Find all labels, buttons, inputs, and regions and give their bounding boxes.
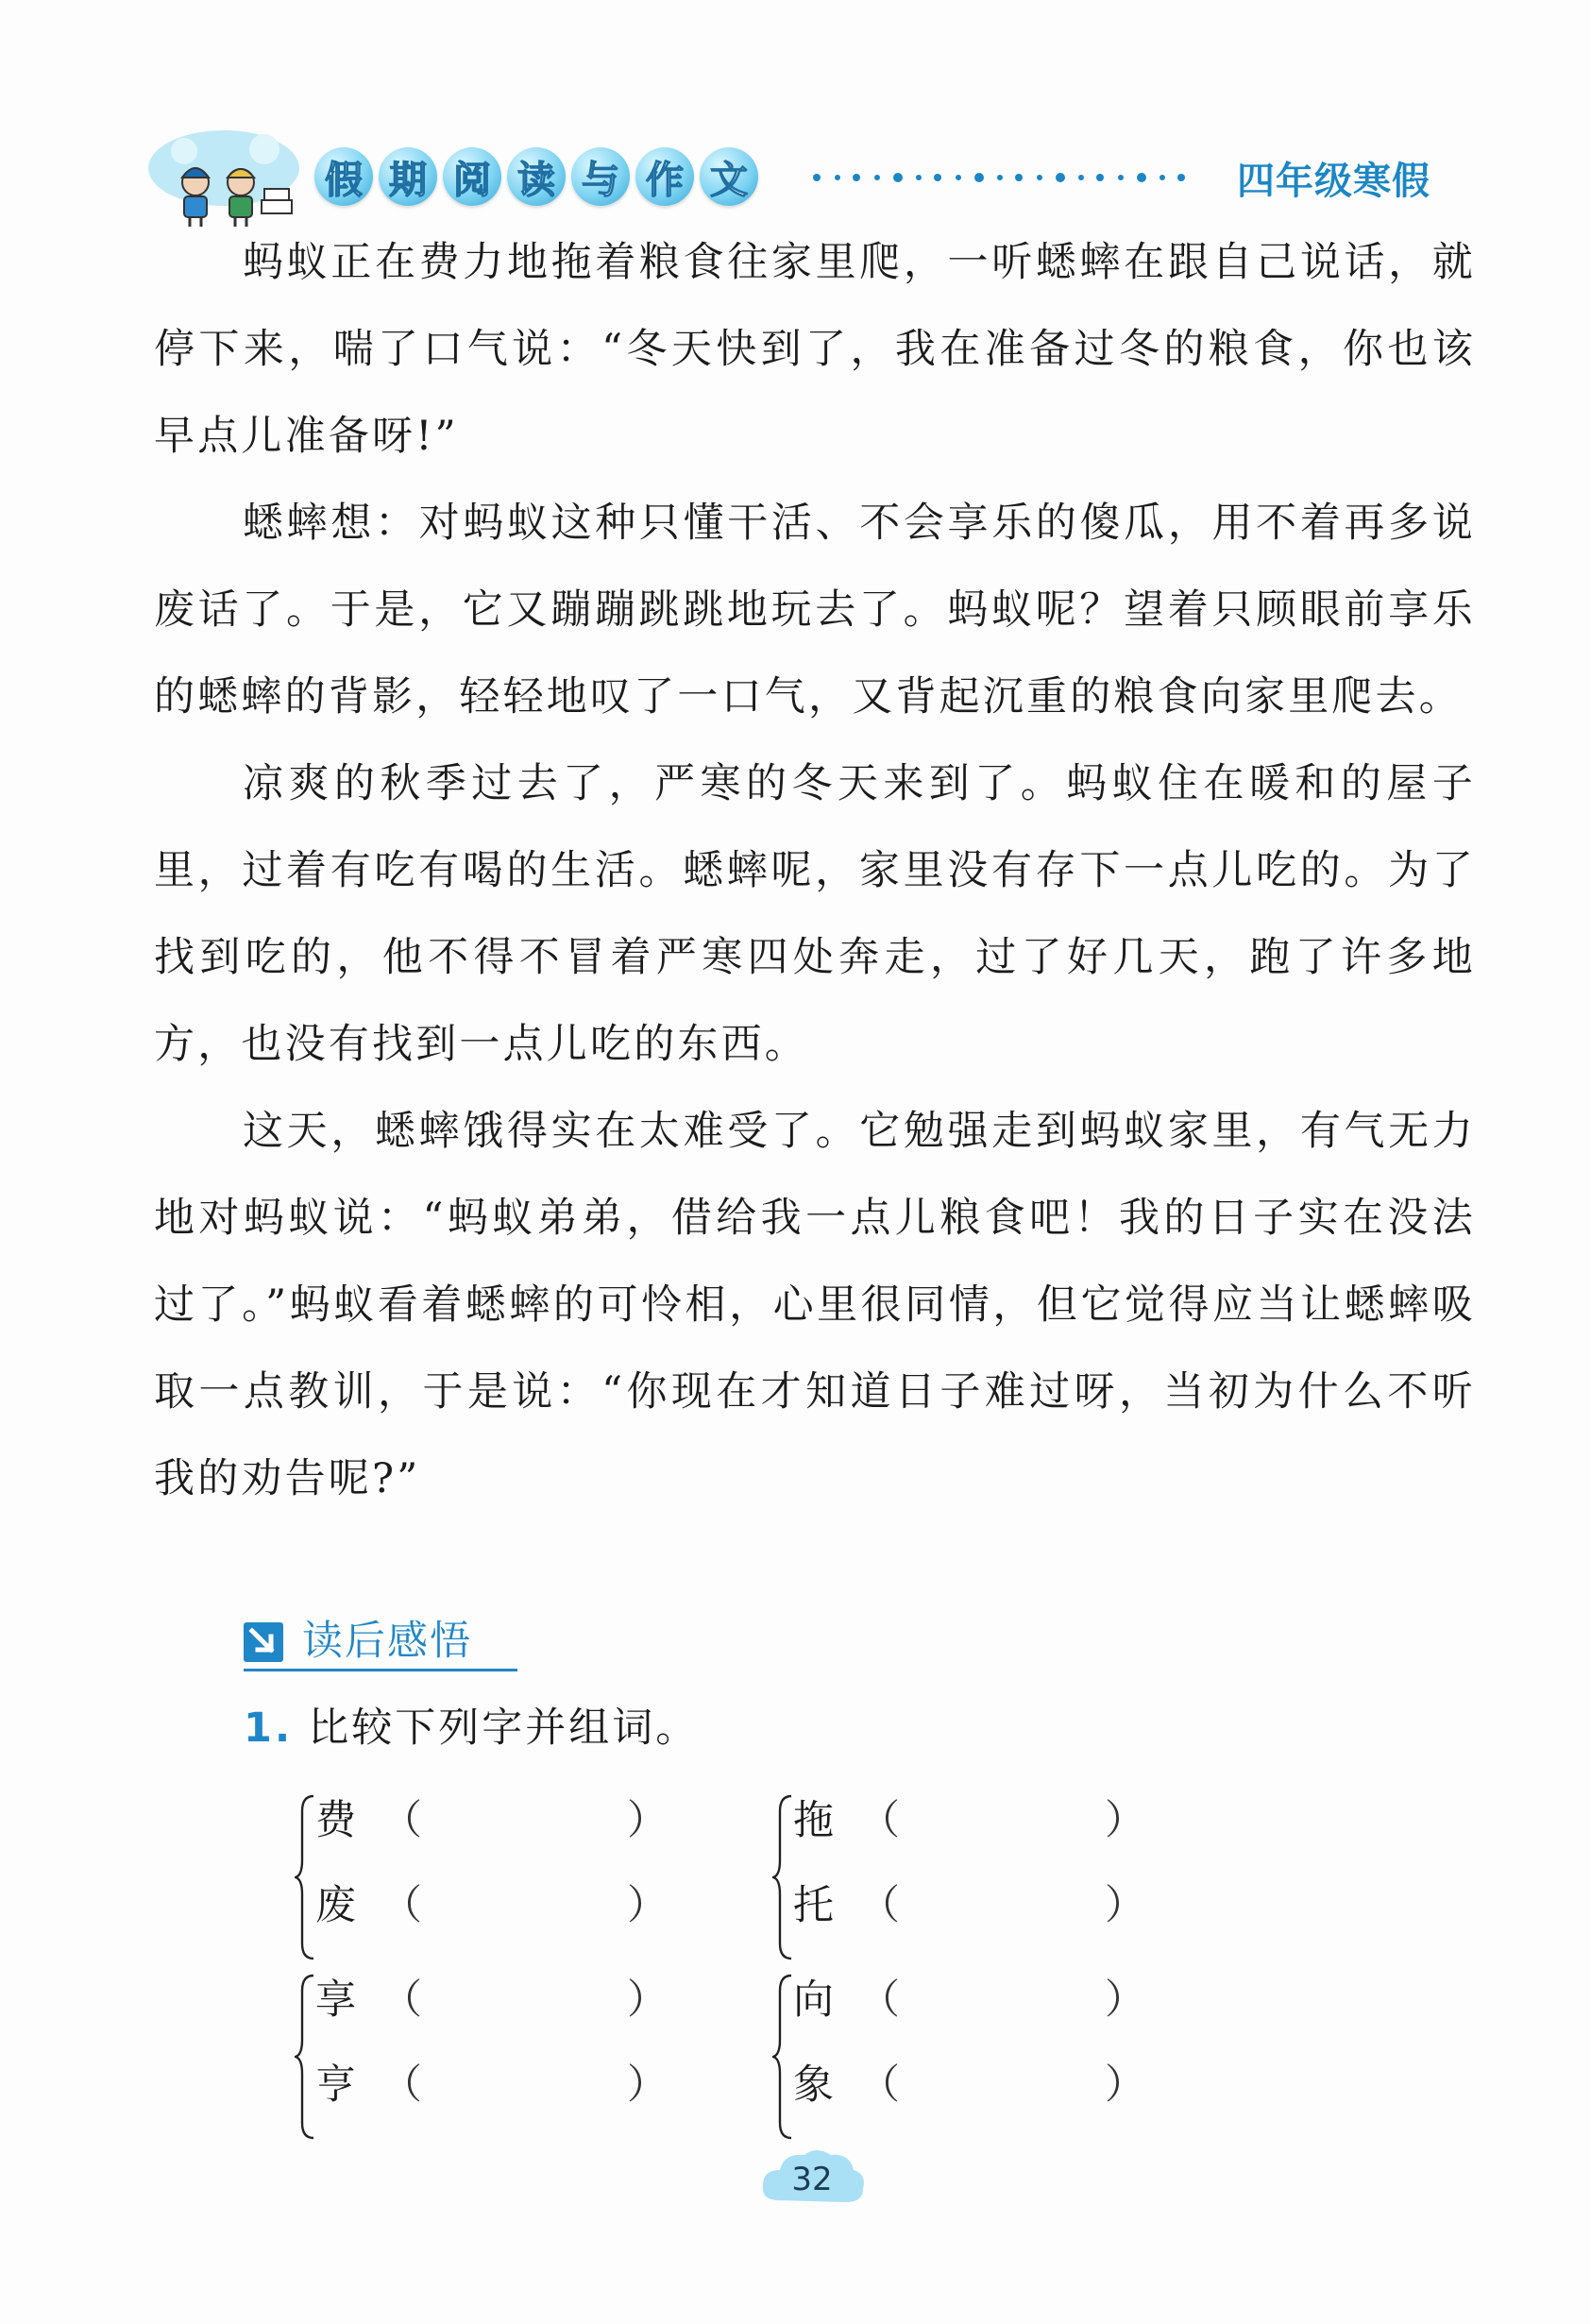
section-title: 读后感悟 xyxy=(302,1618,472,1665)
close-paren[interactable]: ） xyxy=(1105,1976,1145,2024)
open-paren: （ xyxy=(381,1882,422,1929)
compare-char: 象 xyxy=(793,2061,834,2109)
story-passage xyxy=(154,219,1476,1522)
page-number: 32 xyxy=(791,2161,833,2198)
close-paren[interactable]: ） xyxy=(627,1976,668,2024)
open-paren: （ xyxy=(859,1797,900,1844)
compare-char: 费 xyxy=(315,1797,356,1844)
open-paren: （ xyxy=(859,2061,900,2109)
word-pair-row xyxy=(793,1792,1171,1849)
compare-char: 废 xyxy=(315,1882,356,1929)
title-char: 假 xyxy=(314,147,373,206)
page-number-badge xyxy=(755,2142,869,2217)
title-char: 与 xyxy=(571,147,630,206)
title-char: 阅 xyxy=(443,147,501,206)
close-paren[interactable]: ） xyxy=(1105,2061,1145,2109)
word-pair-row xyxy=(315,2057,693,2113)
close-paren[interactable]: ） xyxy=(627,1882,668,1929)
question-text: 比较下列字并组词。 xyxy=(308,1705,700,1752)
paragraph: 这天，蟋蟀饿得实在太难受了。它勉强走到蚂蚁家里，有气无力地对蚂蚁说：“蚂蚁弟弟，借给我一点儿粮食吧！我的日子实在没法过了。”蚂蚁看着蟋蟀的可怜相，心里很同情，但它觉得应当让蟋蟀吸取一点教训，于是说：“你现在才知道日子难过呀，当初为什么不听我的劝告呢?” xyxy=(154,1108,1476,1502)
close-paren[interactable]: ） xyxy=(627,1797,668,1844)
book-title xyxy=(314,147,758,206)
arrow-down-right-icon xyxy=(244,1622,283,1662)
close-paren[interactable]: ） xyxy=(1105,1797,1145,1844)
compare-char: 托 xyxy=(793,1882,834,1929)
left-brace-icon xyxy=(295,1792,317,1962)
page-header xyxy=(146,121,1440,234)
paragraph: 凉爽的秋季过去了，严寒的冬天来到了。蚂蚁住在暖和的屋子里，过着有吃有喝的生活。蟋蟀呢，家里没有存下一点儿吃的。为了找到吃的，他不得不冒着严寒四处奔走，过了好几天，跑了许多地方，也没有找到一点儿吃的东西。 xyxy=(154,760,1476,1068)
word-pair-row xyxy=(793,1972,1171,2028)
open-paren: （ xyxy=(381,1976,422,2024)
word-pair-group xyxy=(772,1792,1169,1962)
close-paren[interactable]: ） xyxy=(1105,1882,1145,1929)
title-char: 读 xyxy=(507,147,566,206)
compare-char: 享 xyxy=(315,1976,356,2024)
left-brace-icon xyxy=(772,1792,795,1962)
open-paren: （ xyxy=(859,1882,900,1929)
paragraph: 蟋蟀想：对蚂蚁这种只懂干活、不会享乐的傻瓜，用不着再多说废话了。于是，它又蹦蹦跳跳地玩去了。蚂蚁呢？望着只顾眼前享乐的蟋蟀的背影，轻轻地叹了一口气，又背起沉重的粮食向家里爬去。 xyxy=(154,500,1476,721)
open-paren: （ xyxy=(381,1797,422,1844)
compare-char: 拖 xyxy=(793,1797,834,1844)
word-pair-group xyxy=(295,1792,691,1962)
word-pair-group xyxy=(772,1972,1169,2142)
title-char: 文 xyxy=(700,147,758,206)
word-pair-group xyxy=(295,1972,691,2142)
open-paren: （ xyxy=(381,2061,422,2109)
paragraph: 蚂蚁正在费力地拖着粮食往家里爬，一听蟋蟀在跟自己说话，就停下来，喘了口气说：“冬天快到了，我在准备过冬的粮食，你也该早点儿准备呀!” xyxy=(154,239,1476,460)
grade-label: 四年级寒假 xyxy=(1237,160,1430,203)
open-paren: （ xyxy=(859,1976,900,2024)
compare-char: 向 xyxy=(793,1976,834,2024)
word-pair-row xyxy=(315,1877,693,1934)
word-pair-row xyxy=(793,1877,1171,1934)
question-number: 1. xyxy=(244,1705,294,1752)
title-char: 作 xyxy=(635,147,694,206)
close-paren[interactable]: ） xyxy=(627,2061,668,2109)
compare-char: 亨 xyxy=(315,2061,356,2109)
left-brace-icon xyxy=(772,1972,795,2142)
section-underline xyxy=(244,1669,517,1671)
kids-mascot-icon xyxy=(146,130,302,229)
word-pair-row xyxy=(315,1972,693,2028)
left-brace-icon xyxy=(295,1972,317,2142)
section-heading xyxy=(244,1615,517,1671)
word-pair-row xyxy=(315,1792,693,1849)
exercise-question xyxy=(244,1700,699,1756)
word-pair-row xyxy=(793,2057,1171,2113)
title-char: 期 xyxy=(379,147,437,206)
